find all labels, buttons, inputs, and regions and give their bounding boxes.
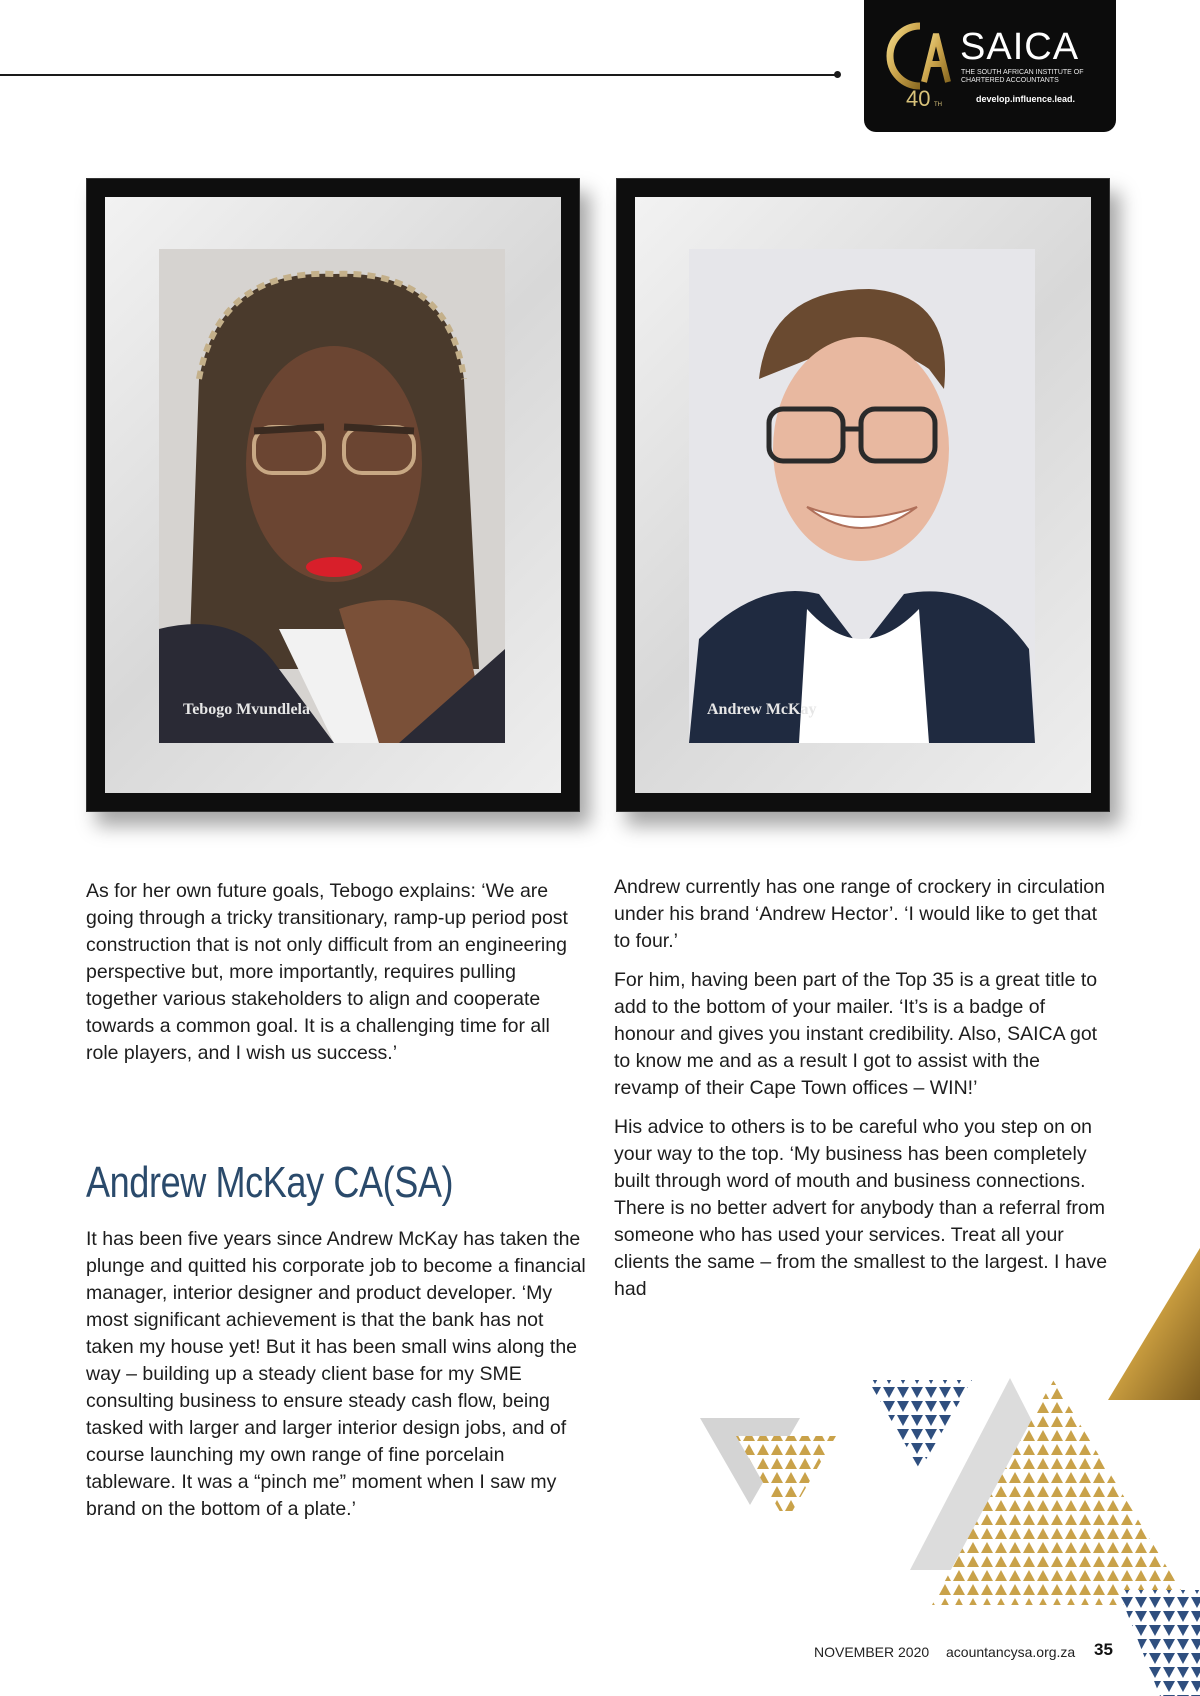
- logo-name: SAICA: [960, 26, 1080, 68]
- right-paragraph-3: His advice to others is to be careful who you step on on your way to the top. ‘My business has been completely built through word of mouth and business connections. There is no better advert for anybody than a referral from someone who has used your services. Treat all your clients the same – from the smallest to the largest. I have had: [614, 1116, 1108, 1300]
- svg-text:TH: TH: [934, 102, 942, 108]
- portrait-photo-tebogo: [159, 249, 505, 743]
- photo-caption-left: Tebogo Mvundlela: [183, 701, 310, 718]
- left-column: [86, 878, 584, 1079]
- right-paragraph-1: Andrew currently has one range of crockery in circulation under his brand ‘Andrew Hector’. ‘I would like to get that to four.’: [614, 876, 1105, 952]
- right-paragraph-2: For him, having been part of the Top 35 is a great title to add to the bottom of your mailer. ‘It’s is a badge of honour and gives you instant credibility. Also, SAICA got to know me and as a result I got to assist with the revamp of their Cape Town offices – WIN!’: [614, 969, 1098, 1099]
- intro-paragraph: As for her own future goals, Tebogo explains: ‘We are going through a tricky transitionary, ramp-up period post construction that is not only difficult from an engineering perspective but, more importantly, requires pulling together various stakeholders to align and cooperate towards a common goal. It is a challenging time for all role players, and I wish us success.’: [86, 880, 568, 1064]
- right-column: [614, 874, 1110, 1315]
- header-rule-dot: [834, 71, 841, 78]
- section-heading: Andrew McKay CA(SA): [86, 1158, 454, 1207]
- small-gold-triangle-icon: [736, 1436, 836, 1522]
- gold-mosaic-triangle-icon: [932, 1380, 1190, 1605]
- saica-logo: [864, 0, 1116, 132]
- grey-triangle-icon: [910, 1378, 1108, 1570]
- body-paragraph: It has been five years since Andrew McKay has taken the plunge and quitted his corporate job to become a financial manager, interior designer and product developer. ‘My most significant achievement is that the bank has not taken my house yet! But it has been small wins along the way – building up a steady client base for my SME consulting business to ensure steady cash flow, being tasked with larger and larger interior design jobs, and of course launching my own range of fine porcelain tableware. It was a “pinch me” moment when I saw my brand on the bottom of a plate.’: [86, 1228, 586, 1520]
- small-grey-triangle-icon: [700, 1418, 800, 1505]
- svg-text:40: 40: [906, 86, 931, 108]
- portrait-frame-right: [616, 178, 1110, 812]
- corner-navy-triangle-icon: [1118, 1590, 1200, 1696]
- portrait-photo-andrew: [689, 249, 1035, 743]
- header-rule: [0, 74, 838, 76]
- gold-triangle-icon: [1108, 1248, 1200, 1400]
- photo-caption-right: Andrew McKay: [707, 701, 817, 718]
- logo-tagline: develop.influence.lead.: [976, 94, 1076, 104]
- footer-website: acountancysa.org.za: [946, 1644, 1076, 1660]
- page-number: 35: [1094, 1640, 1113, 1659]
- ca-40-emblem-icon: [884, 20, 956, 108]
- portrait-frame-left: [86, 178, 580, 812]
- footer-date: NOVEMBER 2020: [814, 1644, 930, 1660]
- navy-mosaic-triangle-icon: [868, 1380, 972, 1470]
- logo-subtitle: THE SOUTH AFRICAN INSTITUTE OF CHARTERED ACCOUNTANTS: [961, 69, 1084, 84]
- left-column-body: [86, 1226, 586, 1535]
